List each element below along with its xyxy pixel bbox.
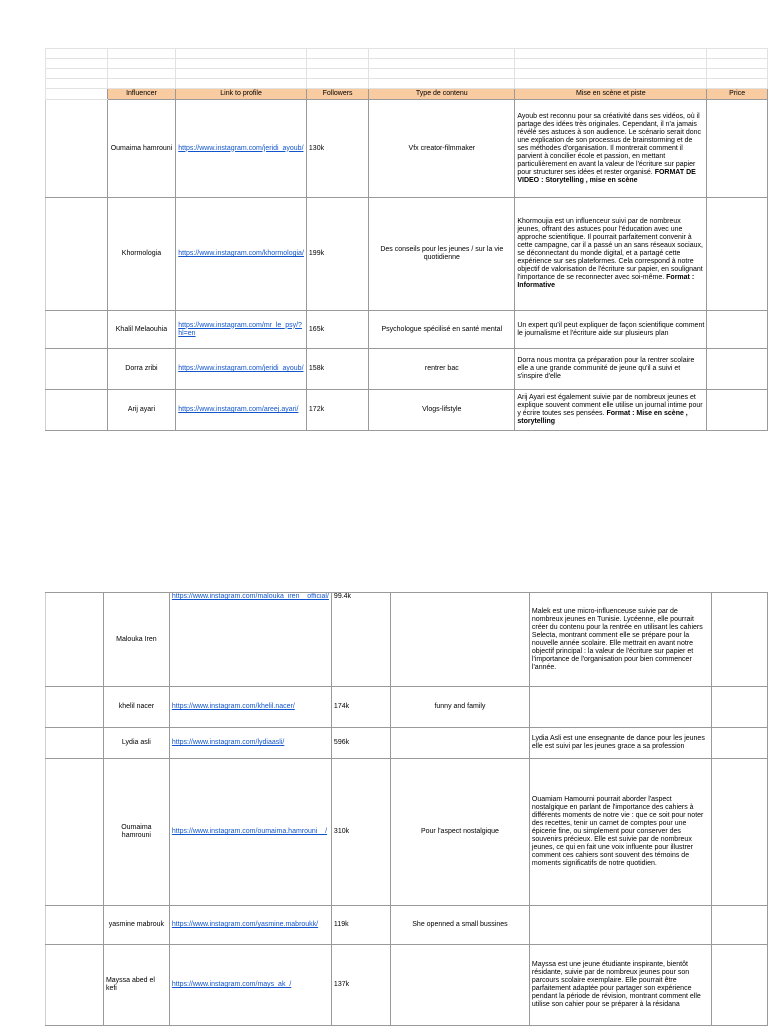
content-type: Psychologue spécilisé en santé mental (369, 311, 515, 349)
mise-en-scene: Dorra nous montra ça préparation pour la rentrer scolaire elle a une grande communité de jeune qu'il a suivi et s'inspire d'elle (515, 349, 707, 390)
price-cell (711, 906, 767, 945)
format-label: Format : Informative (517, 274, 695, 289)
content-type (390, 728, 529, 759)
followers-count: 119k (331, 906, 390, 945)
profile-link-anchor[interactable]: https://www.instagram.com/areej.ayari/ (178, 406, 299, 413)
content-type: Pour l'aspect nostalgique (390, 759, 529, 906)
influencer-table-bottom (45, 592, 768, 1026)
influencer-name: Khalil Melaouhia (107, 311, 176, 349)
influencer-name: yasmine mabrouk (103, 906, 169, 945)
mise-en-scene: Ayoub est reconnu pour sa créativité dans ses vidéos, où il partage des idées très originales. Cependant, il n'a jamais révélé ses astuces à son audience. Le scénario serait donc une explication de son processus de brainstorming et de ses méthodes d'organisation. Il montrerait comment il parvient à concilier école et passion, en mettant particulièrement en avant la valeur de l'écriture sur papier pour structurer ses idées et rester organisé. FORMAT DE VIDEO : Storytelling , mise en scène (515, 100, 707, 198)
price-cell (711, 945, 767, 1026)
mise-en-scene (529, 906, 711, 945)
profile-link-anchor[interactable]: https://www.instagram.com/khelil.nacer/ (171, 703, 295, 710)
header-mise: Mise en scène et piste (515, 89, 707, 100)
followers-count: 137k (331, 945, 390, 1026)
price-cell (707, 390, 768, 431)
profile-link (176, 390, 307, 431)
header-price: Price (707, 89, 768, 100)
content-type (390, 945, 529, 1026)
header-link: Link to profile (176, 89, 307, 100)
table-row (46, 198, 768, 311)
content-type: rentrer bac (369, 349, 515, 390)
profile-link-anchor[interactable]: https://www.instagram.com/mays_ak_/ (171, 981, 292, 988)
profile-link-anchor[interactable]: https://www.instagram.com/mr_le_psy/?hl=en (178, 321, 302, 337)
influencer-name: Mayssa abed el kefi (103, 945, 169, 1026)
format-label: FORMAT DE VIDEO : Storytelling , mise en scène (517, 168, 696, 184)
influencer-name: khelil nacer (103, 687, 169, 728)
mise-en-scene: Lydia Asli est une ensegnante de dance pour les jeunes elle est suivi par les jeunes grace a sa profession (529, 728, 711, 759)
profile-link (169, 945, 331, 1026)
profile-link (176, 198, 307, 311)
profile-link-anchor[interactable]: https://www.instagram.com/jeridi_ayoub/ (178, 144, 304, 152)
profile-link-anchor[interactable]: https://www.instagram.com/yasmine.mabroukk/ (171, 921, 319, 928)
header-influencer: Influencer (107, 89, 176, 100)
table-row (46, 906, 768, 945)
price-cell (711, 728, 767, 759)
followers-count: 172k (306, 390, 368, 431)
table-row (46, 390, 768, 431)
content-type: Des conseils pour les jeunes / sur la vie quotidienne (369, 198, 515, 311)
followers-count: 165k (306, 311, 368, 349)
followers-count: 310k (331, 759, 390, 906)
profile-link-anchor[interactable]: https://www.instagram.com/malouka_iren__official/ (171, 593, 329, 600)
influencer-name: Arij ayari (107, 390, 176, 431)
price-cell (711, 687, 767, 728)
profile-link (169, 687, 331, 728)
influencer-name: Dorra zribi (107, 349, 176, 390)
mise-en-scene: Ouamiam Hamourni pourrait aborder l'aspect nostalgique en parlant de l'importance des cahiers à différents moments de notre vie : que ce soit pour noter des recettes, tenir un carnet de comptes pour une épicerie fine, ou simplement pour conserver des souvenirs précieux. Elle est suivie par de nombreux jeunes, ce qui en fait une voix influente pour illustrer comment ces cahiers sont souvent des témoins de moments significatifs de notre quotidien. (529, 759, 711, 906)
profile-link-anchor[interactable]: https://www.instagram.com/khormologia/ (178, 250, 304, 257)
profile-link-anchor[interactable]: https://www.instagram.com/oumaima.hamrouni__/ (171, 828, 328, 835)
blank-row (46, 69, 768, 79)
influencer-name: Lydia asli (103, 728, 169, 759)
table-row (46, 349, 768, 390)
table-row (46, 945, 768, 1026)
price-cell (711, 759, 767, 906)
profile-link (176, 349, 307, 390)
influencer-name: Oumaima hamrouni (103, 759, 169, 906)
format-label: Format : Mise en scène , storytelling (517, 410, 688, 425)
profile-link (169, 728, 331, 759)
profile-link-anchor[interactable]: https://www.instagram.com/lydiaasli/ (171, 739, 285, 746)
mise-en-scene: Khormoujia est un influenceur suivi par de nombreux jeunes, offrant des astuces pour l'éducation avec une approche scientifique. Il pourrait parfaitement convenir à cette campagne, car il a passé un an sans réseaux sociaux, se déconnectant du monde digital, et a partagé cette expérience sur ses plateformes. Cela correspond à notre objectif de valorisation de l'écriture sur papier, en soulignant l'importance de se reconnecter avec soi-même. Format : Informative (515, 198, 707, 311)
table-row (46, 687, 768, 728)
mise-en-scene: Arij Ayari est également suivie par de nombreux jeunes et explique souvent comment elle utilise un journal intime pour y écrire toutes ses pensées. Format : Mise en scène , storytelling (515, 390, 707, 431)
followers-count: 174k (331, 687, 390, 728)
header-followers: Followers (306, 89, 368, 100)
mise-en-scene: Un expert qu'il peut expliquer de façon scientifique comment le journalisme et l'écriture aide sur plusieurs plan (515, 311, 707, 349)
followers-count: 130k (306, 100, 368, 198)
followers-count: 199k (306, 198, 368, 311)
blank-row (46, 59, 768, 69)
content-type (390, 593, 529, 687)
followers-count: 596k (331, 728, 390, 759)
header-row (46, 89, 768, 100)
profile-link (176, 311, 307, 349)
influencer-name: Khormologia (107, 198, 176, 311)
price-cell (711, 593, 767, 687)
content-type: She openned a small bussines (390, 906, 529, 945)
table-row (46, 728, 768, 759)
profile-link (169, 593, 331, 687)
influencer-table-top (45, 48, 768, 431)
blank-row (46, 79, 768, 89)
price-cell (707, 311, 768, 349)
content-type: Vfx creator-filmmaker (369, 100, 515, 198)
table-row (46, 759, 768, 906)
followers-count: 99.4k (331, 593, 390, 687)
price-cell (707, 349, 768, 390)
blank-row (46, 49, 768, 59)
mise-en-scene (529, 687, 711, 728)
content-type: funny and family (390, 687, 529, 728)
profile-link-anchor[interactable]: https://www.instagram.com/jeridi_ayoub/ (178, 365, 304, 372)
content-type: Vlogs-lifstyle (369, 390, 515, 431)
price-cell (707, 100, 768, 198)
influencer-name: Oumaima hamrouni (107, 100, 176, 198)
header-type: Type de contenu (369, 89, 515, 100)
price-cell (707, 198, 768, 311)
table-row (46, 100, 768, 198)
table-row (46, 311, 768, 349)
influencer-name: Malouka Iren (103, 593, 169, 687)
mise-en-scene: Malek est une micro-influenceuse suivie par de nombreux jeunes en Tunisie. Lycéenne, elle pourrait créer du contenu pour la rentrée en utilisant les cahiers Selecta, montrant comment elle se prépare pour la nouvelle année scolaire. Elle mettrait en avant notre objectif principal : la valeur de l'écriture sur papier et l'importance de l'organisation pour bien commencer l'année. (529, 593, 711, 687)
profile-link (169, 759, 331, 906)
followers-count: 158k (306, 349, 368, 390)
mise-en-scene: Mayssa est une jeune étudiante inspirante, bientôt résidante, suivie par de nombreux jeunes pour son parcours scolaire exemplaire. Elle pourrait être parfaitement adaptée pour partager son expérience pendant la période de révision, montrant comment elle utilise son cahier pour se préparer à la résidana (529, 945, 711, 1026)
table-row (46, 593, 768, 687)
profile-link (169, 906, 331, 945)
profile-link (176, 100, 307, 198)
